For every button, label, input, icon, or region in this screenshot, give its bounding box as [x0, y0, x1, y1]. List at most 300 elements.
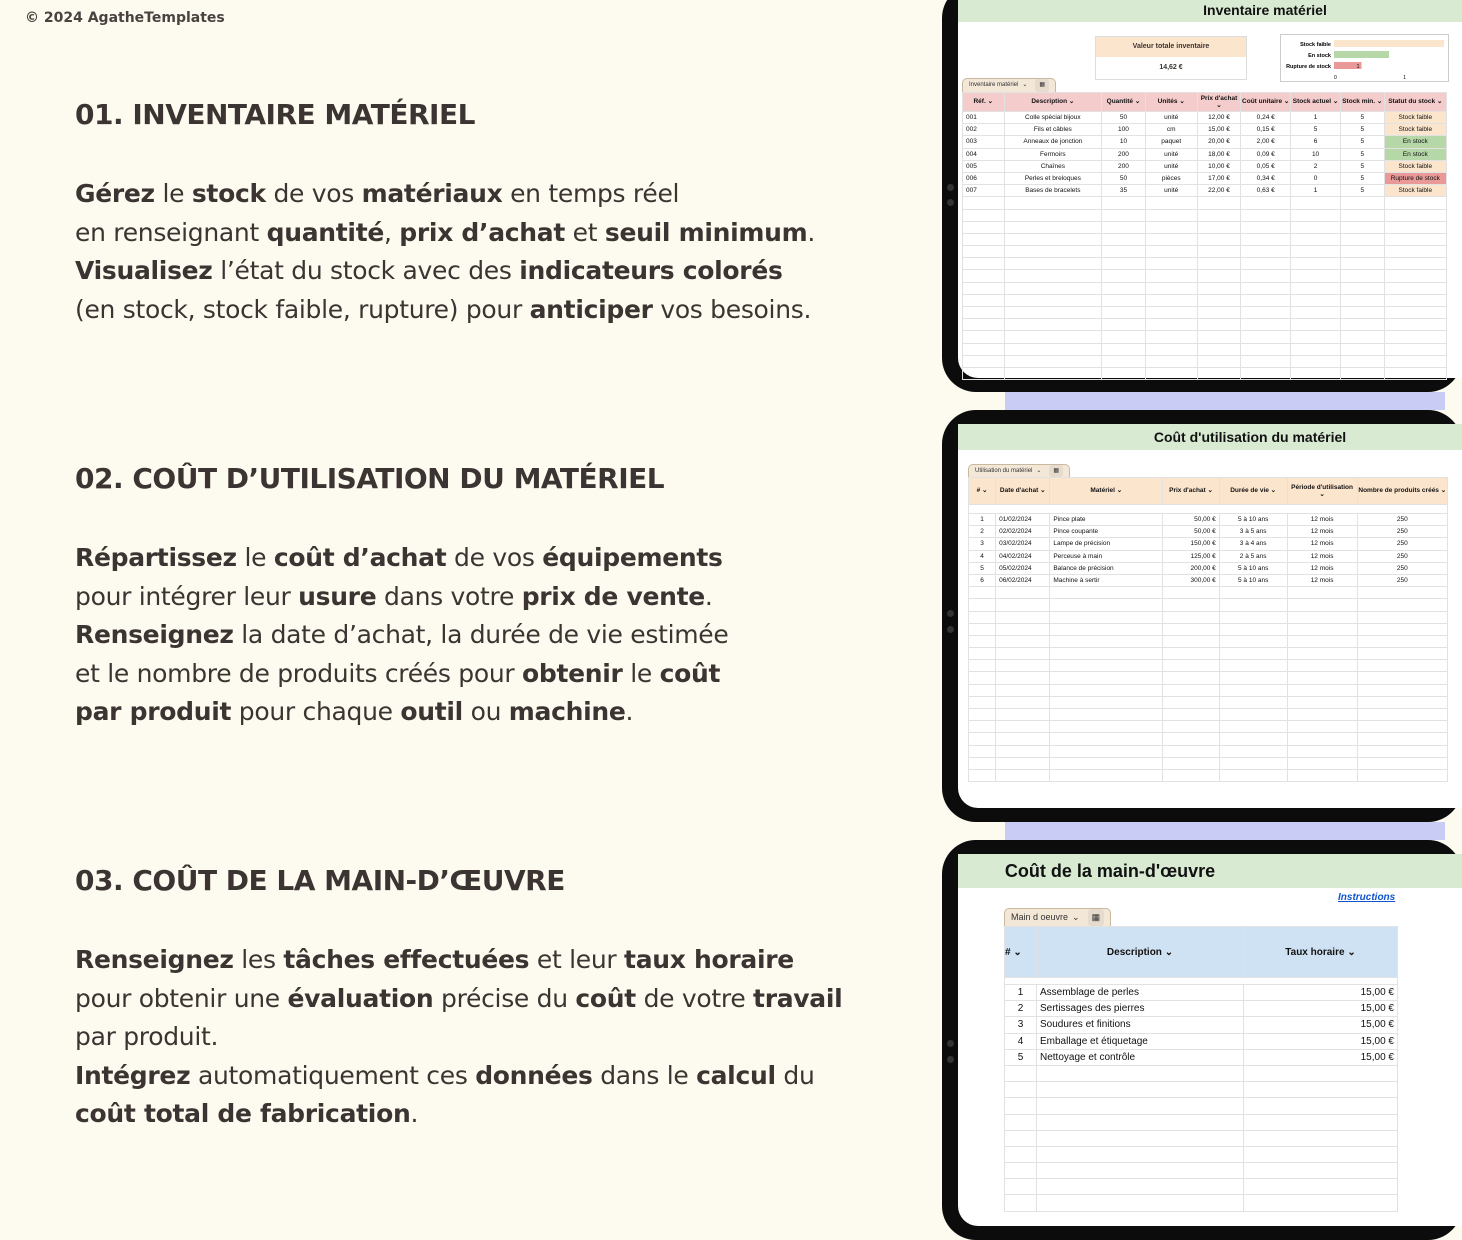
empty-cell[interactable]	[1340, 367, 1384, 379]
empty-cell[interactable]	[969, 709, 996, 721]
empty-cell[interactable]	[1102, 319, 1146, 331]
empty-cell[interactable]	[1244, 1098, 1398, 1114]
empty-cell[interactable]	[1005, 1114, 1037, 1130]
empty-cell[interactable]	[1050, 696, 1163, 708]
empty-cell[interactable]	[1197, 233, 1241, 245]
table-cell[interactable]: 5	[1340, 112, 1384, 124]
empty-cell[interactable]	[1287, 599, 1357, 611]
table-cell[interactable]: 6	[1291, 136, 1341, 148]
filter-chevron-icon[interactable]: ⌄	[1282, 98, 1290, 106]
table-cell[interactable]: 5	[1340, 172, 1384, 184]
status-badge[interactable]: Stock faible	[1384, 124, 1446, 136]
table-cell[interactable]: 250	[1357, 514, 1447, 526]
table-cell[interactable]: 0,34 €	[1241, 172, 1291, 184]
table-cell[interactable]: 05/02/2024	[996, 562, 1050, 574]
filter-chevron-icon[interactable]: ⌄	[1216, 102, 1222, 109]
table-cell[interactable]: 150,00 €	[1163, 538, 1219, 550]
empty-cell[interactable]	[1241, 355, 1291, 367]
empty-cell[interactable]	[1037, 1098, 1244, 1114]
empty-cell[interactable]	[996, 696, 1050, 708]
empty-cell[interactable]	[1197, 294, 1241, 306]
empty-cell[interactable]	[1244, 1082, 1398, 1098]
filter-chevron-icon[interactable]: ⌄	[1331, 98, 1339, 106]
empty-cell[interactable]	[1384, 331, 1446, 343]
table-cell[interactable]: Chaînes	[1004, 160, 1102, 172]
empty-cell[interactable]	[1005, 1179, 1037, 1195]
column-header[interactable]	[1004, 93, 1102, 112]
empty-cell[interactable]	[1004, 258, 1102, 270]
table-cell[interactable]: 50	[1102, 112, 1146, 124]
empty-cell[interactable]	[996, 709, 1050, 721]
empty-cell[interactable]	[1291, 307, 1341, 319]
table-cell[interactable]: Soudures et finitions	[1037, 1017, 1244, 1033]
empty-cell[interactable]	[1384, 246, 1446, 258]
table-cell[interactable]: Fermoirs	[1004, 148, 1102, 160]
empty-cell[interactable]	[1004, 197, 1102, 209]
empty-cell[interactable]	[1244, 1065, 1398, 1081]
empty-cell[interactable]	[1145, 270, 1197, 282]
empty-cell[interactable]	[1244, 1130, 1398, 1146]
empty-cell[interactable]	[1102, 221, 1146, 233]
column-header[interactable]	[1219, 478, 1287, 505]
empty-cell[interactable]	[996, 635, 1050, 647]
column-header[interactable]	[996, 478, 1050, 505]
empty-cell[interactable]	[1102, 307, 1146, 319]
empty-cell[interactable]	[996, 599, 1050, 611]
empty-cell[interactable]	[1145, 221, 1197, 233]
table-cell[interactable]: 17,00 €	[1197, 172, 1241, 184]
table-cell[interactable]: 4	[1005, 1033, 1037, 1049]
filter-chevron-icon[interactable]: ⌄	[1435, 98, 1443, 106]
table-cell[interactable]: 5	[1340, 148, 1384, 160]
empty-cell[interactable]	[1050, 733, 1163, 745]
table-cell[interactable]: 250	[1357, 526, 1447, 538]
table-cell[interactable]: 125,00 €	[1163, 550, 1219, 562]
table-cell[interactable]: paquet	[1145, 136, 1197, 148]
empty-cell[interactable]	[963, 294, 1005, 306]
table-cell[interactable]: unité	[1145, 185, 1197, 197]
empty-cell[interactable]	[1219, 684, 1287, 696]
empty-cell[interactable]	[1102, 197, 1146, 209]
empty-cell[interactable]	[1102, 343, 1146, 355]
table-cell[interactable]: 3	[1005, 1017, 1037, 1033]
empty-cell[interactable]	[1037, 1163, 1244, 1179]
empty-cell[interactable]	[1219, 587, 1287, 599]
empty-cell[interactable]	[1197, 270, 1241, 282]
empty-cell[interactable]	[963, 307, 1005, 319]
empty-cell[interactable]	[1340, 270, 1384, 282]
table-cell[interactable]: unité	[1145, 160, 1197, 172]
empty-cell[interactable]	[969, 745, 996, 757]
empty-cell[interactable]	[1219, 709, 1287, 721]
empty-cell[interactable]	[996, 721, 1050, 733]
empty-cell[interactable]	[1197, 282, 1241, 294]
table-cell[interactable]: 3	[969, 538, 996, 550]
empty-cell[interactable]	[1241, 233, 1291, 245]
empty-cell[interactable]	[1050, 709, 1163, 721]
empty-cell[interactable]	[1163, 745, 1219, 757]
status-badge[interactable]: Rupture de stock	[1384, 172, 1446, 184]
empty-cell[interactable]	[963, 221, 1005, 233]
empty-cell[interactable]	[1287, 745, 1357, 757]
empty-cell[interactable]	[1219, 648, 1287, 660]
empty-cell[interactable]	[1197, 209, 1241, 221]
empty-cell[interactable]	[1287, 721, 1357, 733]
table-cell[interactable]: 12 mois	[1287, 526, 1357, 538]
empty-cell[interactable]	[1163, 648, 1219, 660]
empty-cell[interactable]	[1102, 282, 1146, 294]
table-cell[interactable]: 200	[1102, 148, 1146, 160]
filter-chevron-icon[interactable]: ⌄	[985, 98, 994, 106]
empty-cell[interactable]	[996, 587, 1050, 599]
empty-cell[interactable]	[1340, 319, 1384, 331]
empty-cell[interactable]	[1005, 1130, 1037, 1146]
empty-cell[interactable]	[1197, 355, 1241, 367]
empty-cell[interactable]	[1004, 282, 1102, 294]
empty-cell[interactable]	[1037, 1065, 1244, 1081]
empty-cell[interactable]	[1357, 648, 1447, 660]
table-cell[interactable]: 5	[1340, 136, 1384, 148]
empty-cell[interactable]	[1291, 270, 1341, 282]
empty-cell[interactable]	[1163, 696, 1219, 708]
empty-cell[interactable]	[1145, 367, 1197, 379]
column-header[interactable]	[1005, 927, 1037, 978]
table-cell[interactable]: 06/02/2024	[996, 574, 1050, 586]
empty-cell[interactable]	[969, 587, 996, 599]
empty-cell[interactable]	[1244, 1195, 1398, 1211]
empty-cell[interactable]	[1241, 367, 1291, 379]
column-header[interactable]	[969, 478, 996, 505]
empty-cell[interactable]	[1005, 1065, 1037, 1081]
empty-cell[interactable]	[1384, 233, 1446, 245]
empty-cell[interactable]	[1241, 221, 1291, 233]
empty-cell[interactable]	[1163, 709, 1219, 721]
table-cell[interactable]: 03/02/2024	[996, 538, 1050, 550]
empty-cell[interactable]	[1241, 331, 1291, 343]
empty-cell[interactable]	[1102, 331, 1146, 343]
table-cell[interactable]: pièces	[1145, 172, 1197, 184]
empty-cell[interactable]	[1244, 1114, 1398, 1130]
empty-cell[interactable]	[1340, 233, 1384, 245]
sheet-tab-inventaire[interactable]	[962, 78, 1056, 92]
table-cell[interactable]: 12,00 €	[1197, 112, 1241, 124]
empty-cell[interactable]	[1145, 282, 1197, 294]
empty-cell[interactable]	[1357, 733, 1447, 745]
table-cell[interactable]: unité	[1145, 112, 1197, 124]
empty-cell[interactable]	[1340, 282, 1384, 294]
filter-chevron-icon[interactable]: ⌄	[1161, 946, 1174, 958]
filter-chevron-icon[interactable]: ⌄	[1133, 98, 1141, 106]
empty-cell[interactable]	[1197, 319, 1241, 331]
empty-cell[interactable]	[1287, 587, 1357, 599]
empty-cell[interactable]	[1050, 635, 1163, 647]
table-cell[interactable]: Balance de précision	[1050, 562, 1163, 574]
empty-cell[interactable]	[1037, 1195, 1244, 1211]
column-header[interactable]	[1287, 478, 1357, 505]
empty-cell[interactable]	[1163, 623, 1219, 635]
empty-cell[interactable]	[963, 355, 1005, 367]
table-cell[interactable]: 0,09 €	[1241, 148, 1291, 160]
filter-chevron-icon[interactable]: ⌄	[1205, 487, 1213, 495]
table-cell[interactable]: Sertissages des pierres	[1037, 1001, 1244, 1017]
empty-cell[interactable]	[1244, 1146, 1398, 1162]
empty-cell[interactable]	[1384, 343, 1446, 355]
empty-cell[interactable]	[1050, 672, 1163, 684]
empty-cell[interactable]	[1145, 307, 1197, 319]
table-cell[interactable]: 12 mois	[1287, 562, 1357, 574]
empty-cell[interactable]	[1219, 599, 1287, 611]
empty-cell[interactable]	[1241, 258, 1291, 270]
table-cell[interactable]: 04/02/2024	[996, 550, 1050, 562]
empty-cell[interactable]	[963, 233, 1005, 245]
table-cell[interactable]: 02/02/2024	[996, 526, 1050, 538]
empty-cell[interactable]	[1197, 367, 1241, 379]
table-cell[interactable]: 0,05 €	[1241, 160, 1291, 172]
status-badge[interactable]: Stock faible	[1384, 185, 1446, 197]
empty-cell[interactable]	[1102, 209, 1146, 221]
empty-cell[interactable]	[1384, 197, 1446, 209]
table-cell[interactable]: 1	[969, 514, 996, 526]
table-cell[interactable]: 200	[1102, 160, 1146, 172]
empty-cell[interactable]	[1291, 294, 1341, 306]
table-cell[interactable]: 100	[1102, 124, 1146, 136]
empty-cell[interactable]	[1357, 709, 1447, 721]
empty-cell[interactable]	[1219, 745, 1287, 757]
empty-cell[interactable]	[1340, 246, 1384, 258]
table-cell[interactable]: Perceuse à main	[1050, 550, 1163, 562]
empty-cell[interactable]	[1219, 769, 1287, 781]
empty-cell[interactable]	[1050, 648, 1163, 660]
empty-cell[interactable]	[1384, 355, 1446, 367]
table-cell[interactable]: Pince plate	[1050, 514, 1163, 526]
empty-cell[interactable]	[1197, 343, 1241, 355]
empty-cell[interactable]	[996, 684, 1050, 696]
column-header[interactable]	[1357, 478, 1447, 505]
table-cell[interactable]: 15,00 €	[1244, 1049, 1398, 1065]
empty-cell[interactable]	[1004, 233, 1102, 245]
column-header[interactable]	[1340, 93, 1384, 112]
empty-cell[interactable]	[1037, 1179, 1244, 1195]
table-cell[interactable]: 001	[963, 112, 1005, 124]
empty-cell[interactable]	[1219, 672, 1287, 684]
table-cell[interactable]: Perles et breloques	[1004, 172, 1102, 184]
table-cell[interactable]: 4	[969, 550, 996, 562]
empty-cell[interactable]	[1197, 197, 1241, 209]
empty-cell[interactable]	[1145, 355, 1197, 367]
table-cell[interactable]: 006	[963, 172, 1005, 184]
empty-cell[interactable]	[1357, 599, 1447, 611]
empty-cell[interactable]	[969, 660, 996, 672]
table-cell[interactable]: 5 à 10 ans	[1219, 562, 1287, 574]
empty-cell[interactable]	[1163, 769, 1219, 781]
table-cell[interactable]: Lampe de précision	[1050, 538, 1163, 550]
empty-cell[interactable]	[1384, 270, 1446, 282]
empty-cell[interactable]	[1004, 209, 1102, 221]
empty-cell[interactable]	[1291, 233, 1341, 245]
filter-chevron-icon[interactable]: ⌄	[980, 487, 988, 495]
empty-cell[interactable]	[1219, 757, 1287, 769]
empty-cell[interactable]	[1291, 331, 1341, 343]
table-cell[interactable]: 2,00 €	[1241, 136, 1291, 148]
empty-cell[interactable]	[1037, 1082, 1244, 1098]
empty-cell[interactable]	[1241, 319, 1291, 331]
empty-cell[interactable]	[1145, 343, 1197, 355]
table-cell[interactable]: 35	[1102, 185, 1146, 197]
empty-cell[interactable]	[1357, 757, 1447, 769]
empty-cell[interactable]	[963, 197, 1005, 209]
empty-cell[interactable]	[1102, 246, 1146, 258]
empty-cell[interactable]	[963, 270, 1005, 282]
empty-cell[interactable]	[969, 648, 996, 660]
status-badge[interactable]: Stock faible	[1384, 160, 1446, 172]
empty-cell[interactable]	[969, 635, 996, 647]
empty-cell[interactable]	[1219, 696, 1287, 708]
empty-cell[interactable]	[1291, 197, 1341, 209]
column-header[interactable]	[1145, 93, 1197, 112]
empty-cell[interactable]	[1102, 258, 1146, 270]
empty-cell[interactable]	[1102, 294, 1146, 306]
column-header[interactable]	[1244, 927, 1398, 978]
empty-cell[interactable]	[1241, 197, 1291, 209]
empty-cell[interactable]	[1219, 721, 1287, 733]
table-cell[interactable]: 01/02/2024	[996, 514, 1050, 526]
empty-cell[interactable]	[1050, 587, 1163, 599]
table-cell[interactable]: 15,00 €	[1244, 985, 1398, 1001]
sheet-tab-main-oeuvre[interactable]	[1004, 908, 1111, 926]
empty-cell[interactable]	[969, 599, 996, 611]
empty-cell[interactable]	[1357, 745, 1447, 757]
table-cell[interactable]: 300,00 €	[1163, 574, 1219, 586]
empty-cell[interactable]	[1219, 733, 1287, 745]
empty-cell[interactable]	[963, 246, 1005, 258]
filter-chevron-icon[interactable]: ⌄	[1114, 487, 1123, 495]
filter-chevron-icon[interactable]: ⌄	[1268, 487, 1277, 495]
empty-cell[interactable]	[963, 319, 1005, 331]
filter-chevron-icon[interactable]: ⌄	[1067, 98, 1075, 106]
table-cell[interactable]: 0,15 €	[1241, 124, 1291, 136]
empty-cell[interactable]	[1291, 258, 1341, 270]
table-cell[interactable]: 10	[1102, 136, 1146, 148]
empty-cell[interactable]	[1163, 599, 1219, 611]
table-cell[interactable]: cm	[1145, 124, 1197, 136]
empty-cell[interactable]	[1219, 623, 1287, 635]
empty-cell[interactable]	[996, 745, 1050, 757]
empty-cell[interactable]	[1197, 258, 1241, 270]
table-cell[interactable]: Pince coupante	[1050, 526, 1163, 538]
table-cell[interactable]: Machine à sertir	[1050, 574, 1163, 586]
table-cell[interactable]: 1	[1005, 985, 1037, 1001]
empty-cell[interactable]	[1340, 294, 1384, 306]
empty-cell[interactable]	[1357, 623, 1447, 635]
column-header[interactable]	[1102, 93, 1146, 112]
empty-cell[interactable]	[1357, 611, 1447, 623]
empty-cell[interactable]	[1163, 733, 1219, 745]
status-badge[interactable]: En stock	[1384, 148, 1446, 160]
empty-cell[interactable]	[1357, 635, 1447, 647]
table-cell[interactable]: 007	[963, 185, 1005, 197]
empty-cell[interactable]	[1004, 246, 1102, 258]
empty-cell[interactable]	[1197, 246, 1241, 258]
empty-cell[interactable]	[996, 648, 1050, 660]
calculator-icon[interactable]: ▦	[1049, 465, 1063, 477]
column-header[interactable]	[1050, 478, 1163, 505]
table-cell[interactable]: 5	[1291, 124, 1341, 136]
filter-chevron-icon[interactable]: ⌄	[1177, 98, 1185, 106]
empty-cell[interactable]	[1287, 733, 1357, 745]
empty-cell[interactable]	[1037, 1114, 1244, 1130]
empty-cell[interactable]	[996, 672, 1050, 684]
table-cell[interactable]: 003	[963, 136, 1005, 148]
empty-cell[interactable]	[1384, 319, 1446, 331]
table-cell[interactable]: 2	[1005, 1001, 1037, 1017]
empty-cell[interactable]	[1291, 319, 1341, 331]
sheet-tab-utilisation[interactable]	[968, 464, 1070, 477]
status-badge[interactable]: En stock	[1384, 136, 1446, 148]
table-cell[interactable]: 15,00 €	[1244, 1001, 1398, 1017]
table-cell[interactable]: 2	[969, 526, 996, 538]
table-cell[interactable]: 12 mois	[1287, 550, 1357, 562]
table-cell[interactable]: 5	[1005, 1049, 1037, 1065]
table-cell[interactable]: 5	[1340, 124, 1384, 136]
empty-cell[interactable]	[1005, 1195, 1037, 1211]
empty-cell[interactable]	[1241, 307, 1291, 319]
empty-cell[interactable]	[1291, 221, 1341, 233]
empty-cell[interactable]	[963, 343, 1005, 355]
filter-chevron-icon[interactable]: ⌄	[1375, 98, 1383, 106]
empty-cell[interactable]	[1004, 355, 1102, 367]
table-cell[interactable]: Emballage et étiquetage	[1037, 1033, 1244, 1049]
empty-cell[interactable]	[1050, 684, 1163, 696]
table-cell[interactable]: Anneaux de jonction	[1004, 136, 1102, 148]
empty-cell[interactable]	[1287, 660, 1357, 672]
empty-cell[interactable]	[1340, 197, 1384, 209]
empty-cell[interactable]	[1197, 221, 1241, 233]
empty-cell[interactable]	[1102, 367, 1146, 379]
empty-cell[interactable]	[1241, 343, 1291, 355]
table-cell[interactable]: 6	[969, 574, 996, 586]
empty-cell[interactable]	[1287, 709, 1357, 721]
empty-cell[interactable]	[1357, 769, 1447, 781]
empty-cell[interactable]	[1102, 355, 1146, 367]
empty-cell[interactable]	[1050, 721, 1163, 733]
table-cell[interactable]: 22,00 €	[1197, 185, 1241, 197]
empty-cell[interactable]	[1145, 294, 1197, 306]
table-cell[interactable]: 005	[963, 160, 1005, 172]
empty-cell[interactable]	[1357, 672, 1447, 684]
empty-cell[interactable]	[1145, 197, 1197, 209]
empty-cell[interactable]	[963, 258, 1005, 270]
table-cell[interactable]: 250	[1357, 574, 1447, 586]
table-cell[interactable]: 18,00 €	[1197, 148, 1241, 160]
empty-cell[interactable]	[1384, 221, 1446, 233]
table-cell[interactable]: 50,00 €	[1163, 526, 1219, 538]
empty-cell[interactable]	[1384, 307, 1446, 319]
empty-cell[interactable]	[969, 769, 996, 781]
empty-cell[interactable]	[1357, 684, 1447, 696]
empty-cell[interactable]	[1050, 611, 1163, 623]
empty-cell[interactable]	[1340, 307, 1384, 319]
empty-cell[interactable]	[996, 733, 1050, 745]
empty-cell[interactable]	[1340, 209, 1384, 221]
empty-cell[interactable]	[963, 282, 1005, 294]
empty-cell[interactable]	[1219, 660, 1287, 672]
empty-cell[interactable]	[1005, 1146, 1037, 1162]
instructions-link[interactable]: Instructions	[1338, 892, 1396, 903]
column-header[interactable]	[1241, 93, 1291, 112]
empty-cell[interactable]	[1241, 270, 1291, 282]
table-cell[interactable]: 15,00 €	[1244, 1017, 1398, 1033]
empty-cell[interactable]	[1197, 331, 1241, 343]
